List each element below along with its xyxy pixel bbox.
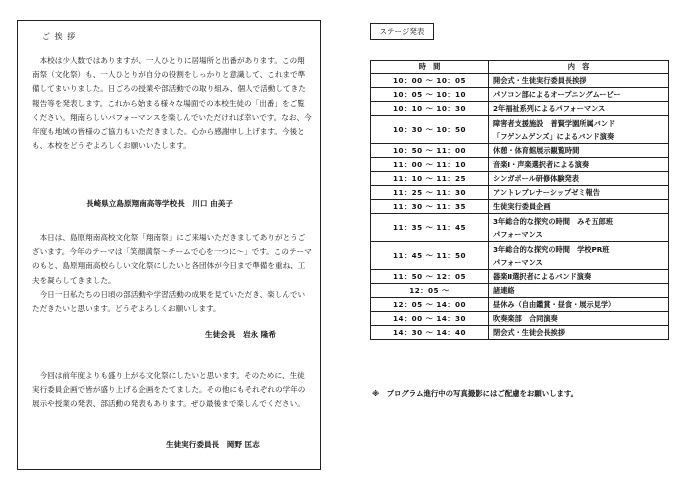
row-time: 11：30 ～ 11：35 (371, 200, 489, 214)
row-content: アントレプレナーシップゼミ報告 (489, 186, 669, 200)
greeting-box (17, 20, 321, 470)
row-content: 閉会式・生徒会長挨拶 (489, 326, 669, 340)
stage-schedule-table (370, 60, 669, 340)
committee-message: 今回は前年度よりも盛り上がる文化祭にしたいと思います。そのために、生徒実行委員企画で皆が盛り上げる企画をたてました。その他にもそれぞれの学年の展示や授業の発表、部活動の発表もあります。ぜひ最後まで楽しんでください。 (32, 371, 306, 409)
table-row (371, 102, 669, 116)
row-time: 12：05 ～ (371, 284, 489, 298)
table-row (371, 116, 669, 144)
row-content: 2年福祉系列によるパフォーマンス (489, 102, 669, 116)
table-row (371, 270, 669, 284)
table-row (371, 200, 669, 214)
header-content: 内 容 (489, 61, 669, 74)
stage-label: ステージ発表 (370, 23, 434, 40)
row-time: 10：10 ～ 10：30 (371, 102, 489, 116)
table-row (371, 172, 669, 186)
row-content: 器楽Ⅱ選択者によるバンド演奏 (489, 270, 669, 284)
row-content: 3年総合的な探究の時間 みそ五郎班 パフォーマンス (489, 214, 669, 242)
table-row (371, 242, 669, 270)
row-content: 休憩・体育館展示観覧時間 (489, 144, 669, 158)
row-content: 昼休み（自由鑑賞・昼食・展示見学） (489, 298, 669, 312)
table-row (371, 312, 669, 326)
principal-message: 本校は少人数ではありますが、一人ひとりに居場所と出番があります。この翔南祭（文化祭）も、一人ひとりが自分の役割をしっかりと意識して、これまで準備してまいりました。日ごろの授業や部活動での取り組み、個人で活動してきた報告等を発表します。これから始まる様々な場面での本校生徒の「出番」をご覧ください。翔南らしいパフォーマンスを楽しんでいただければ幸いです。なお、今年度も地域の皆様のご協力もいただきました。心から感謝申し上げます。今後とも、本校をどうぞよろしくお願いいたします。 (32, 56, 312, 151)
president-signature: 生徒会長 岩永 隆希 (205, 330, 276, 339)
president-message: 本日は、島原翔南高校文化祭「翔南祭」にご来場いただきましてありがとうございます。今年のテーマは「笑顔満祭～チームで心を一つに～」です。このテーマのもと、島原翔南高校らしい文化祭にしたいと各団体が今日まで準備を重ね、工夫を凝らしてきました。 今日一日私たちの日頃の部活動や学習活動の成果を見ていただき、楽しんでいただきたいと思います。どうぞよろしくお願いします。 (32, 233, 312, 314)
table-row (371, 88, 669, 102)
table-row (371, 214, 669, 242)
greeting-title: ご 挨 拶 (42, 32, 77, 41)
table-row (371, 74, 669, 88)
row-content: シンガポール研修体験発表 (489, 172, 669, 186)
row-time: 14：00 ～ 14：30 (371, 312, 489, 326)
table-row (371, 158, 669, 172)
row-content: 生徒実行委員企画 (489, 200, 669, 214)
table-row (371, 326, 669, 340)
row-content: 吹奏楽部 合同演奏 (489, 312, 669, 326)
table-header-row (371, 61, 669, 74)
row-content: 3年総合的な探究の時間 学校PR班 パフォーマンス (489, 242, 669, 270)
row-time: 10：50 ～ 11：00 (371, 144, 489, 158)
row-time: 12：05 ～ 14：00 (371, 298, 489, 312)
table-row (371, 144, 669, 158)
row-content: パソコン部によるオープニングムービー (489, 88, 669, 102)
row-time: 10：00 ～ 10：05 (371, 74, 489, 88)
row-time: 11：50 ～ 12：05 (371, 270, 489, 284)
row-time: 11：00 ～ 11：10 (371, 158, 489, 172)
row-time: 11：10 ～ 11：25 (371, 172, 489, 186)
table-row (371, 186, 669, 200)
row-content: 障害者支援施設 普賢学園所属バンド 「フゲンムゲンズ」によるバンド演奏 (489, 116, 669, 144)
row-time: 10：05 ～ 10：10 (371, 88, 489, 102)
row-time: 14：30 ～ 14：40 (371, 326, 489, 340)
principal-signature: 長崎県立島原翔南高等学校長 川口 由美子 (86, 199, 233, 208)
header-time: 時 間 (371, 61, 489, 74)
photo-footnote: ※ プログラム進行中の写真撮影にはご配慮をお願いします。 (372, 389, 579, 398)
row-content: 諸連絡 (489, 284, 669, 298)
row-time: 11：25 ～ 11：30 (371, 186, 489, 200)
row-content: 開会式・生徒実行委員長挨拶 (489, 74, 669, 88)
table-row (371, 298, 669, 312)
table-row (371, 284, 669, 298)
committee-signature: 生徒実行委員長 岡野 匡志 (166, 440, 260, 449)
row-time: 11：35 ～ 11：45 (371, 214, 489, 242)
row-content: 音楽Ⅰ・声楽選択者による演奏 (489, 158, 669, 172)
row-time: 10：30 ～ 10：50 (371, 116, 489, 144)
row-time: 11：45 ～ 11：50 (371, 242, 489, 270)
